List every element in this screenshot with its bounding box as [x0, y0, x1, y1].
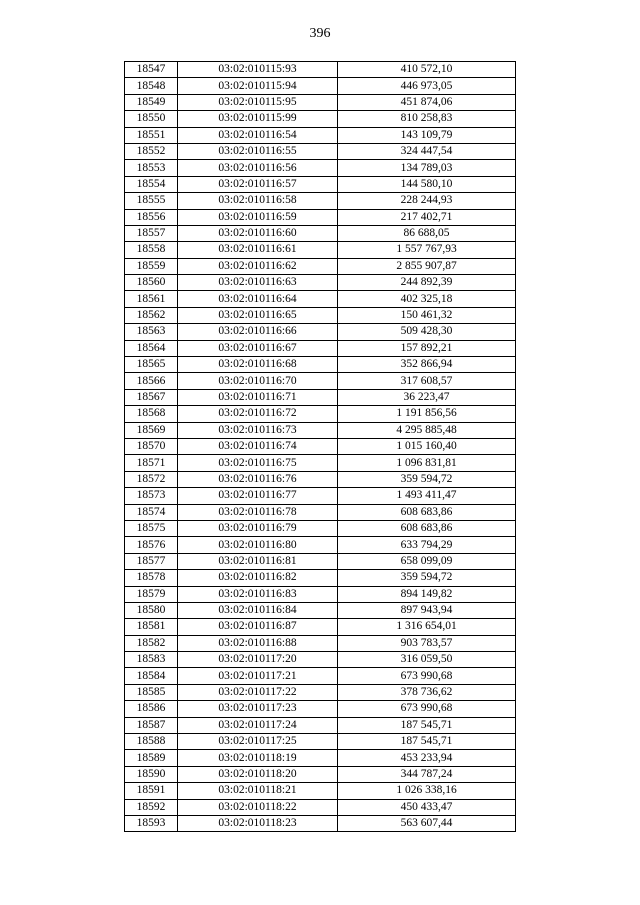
table-row	[125, 553, 516, 569]
value-cell: 1 026 338,16	[338, 783, 516, 799]
row-number-cell: 18566	[125, 373, 178, 389]
row-number-cell: 18552	[125, 143, 178, 159]
cadastral-number-cell: 03:02:010116:70	[178, 373, 338, 389]
table-row	[125, 619, 516, 635]
row-number-cell: 18549	[125, 94, 178, 110]
row-number-cell: 18592	[125, 799, 178, 815]
row-number-cell: 18560	[125, 275, 178, 291]
value-cell: 453 233,94	[338, 750, 516, 766]
value-cell: 903 783,57	[338, 635, 516, 651]
cadastral-number-cell: 03:02:010118:20	[178, 766, 338, 782]
cadastral-number-cell: 03:02:010116:62	[178, 258, 338, 274]
value-cell: 608 683,86	[338, 504, 516, 520]
table-row	[125, 94, 516, 110]
row-number-cell: 18576	[125, 537, 178, 553]
value-cell: 1 493 411,47	[338, 488, 516, 504]
table-row	[125, 242, 516, 258]
row-number-cell: 18589	[125, 750, 178, 766]
table-row	[125, 455, 516, 471]
value-cell: 157 892,21	[338, 340, 516, 356]
cadastral-number-cell: 03:02:010116:75	[178, 455, 338, 471]
cadastral-number-cell: 03:02:010117:23	[178, 701, 338, 717]
value-cell: 86 688,05	[338, 225, 516, 241]
table-row	[125, 291, 516, 307]
cadastral-number-cell: 03:02:010117:20	[178, 652, 338, 668]
row-number-cell: 18554	[125, 176, 178, 192]
table-row	[125, 652, 516, 668]
table-row	[125, 422, 516, 438]
table-row	[125, 471, 516, 487]
row-number-cell: 18569	[125, 422, 178, 438]
cadastral-number-cell: 03:02:010116:80	[178, 537, 338, 553]
row-number-cell: 18562	[125, 307, 178, 323]
row-number-cell: 18561	[125, 291, 178, 307]
table-row	[125, 324, 516, 340]
row-number-cell: 18565	[125, 357, 178, 373]
cadastral-number-cell: 03:02:010116:76	[178, 471, 338, 487]
table-row	[125, 438, 516, 454]
table-row	[125, 537, 516, 553]
table-row	[125, 766, 516, 782]
value-cell: 658 099,09	[338, 553, 516, 569]
table-row	[125, 176, 516, 192]
cadastral-number-cell: 03:02:010116:83	[178, 586, 338, 602]
row-number-cell: 18573	[125, 488, 178, 504]
row-number-cell: 18587	[125, 717, 178, 733]
cadastral-number-cell: 03:02:010116:82	[178, 570, 338, 586]
row-number-cell: 18590	[125, 766, 178, 782]
value-cell: 317 608,57	[338, 373, 516, 389]
table-row	[125, 111, 516, 127]
table-row	[125, 586, 516, 602]
row-number-cell: 18550	[125, 111, 178, 127]
cadastral-number-cell: 03:02:010118:21	[178, 783, 338, 799]
row-number-cell: 18556	[125, 209, 178, 225]
cadastral-number-cell: 03:02:010116:59	[178, 209, 338, 225]
cadastral-number-cell: 03:02:010116:56	[178, 160, 338, 176]
table-row	[125, 750, 516, 766]
cadastral-number-cell: 03:02:010117:21	[178, 668, 338, 684]
row-number-cell: 18557	[125, 225, 178, 241]
table-row	[125, 406, 516, 422]
row-number-cell: 18577	[125, 553, 178, 569]
cadastral-number-cell: 03:02:010116:61	[178, 242, 338, 258]
value-cell: 359 594,72	[338, 570, 516, 586]
row-number-cell: 18582	[125, 635, 178, 651]
value-cell: 509 428,30	[338, 324, 516, 340]
value-cell: 894 149,82	[338, 586, 516, 602]
table-row	[125, 389, 516, 405]
cadastral-number-cell: 03:02:010116:55	[178, 143, 338, 159]
cadastral-number-cell: 03:02:010117:24	[178, 717, 338, 733]
value-cell: 810 258,83	[338, 111, 516, 127]
row-number-cell: 18591	[125, 783, 178, 799]
table-row	[125, 570, 516, 586]
row-number-cell: 18548	[125, 78, 178, 94]
table-row	[125, 684, 516, 700]
row-number-cell: 18579	[125, 586, 178, 602]
row-number-cell: 18555	[125, 193, 178, 209]
value-cell: 1 096 831,81	[338, 455, 516, 471]
row-number-cell: 18568	[125, 406, 178, 422]
data-table	[124, 61, 516, 832]
cadastral-number-cell: 03:02:010116:63	[178, 275, 338, 291]
cadastral-number-cell: 03:02:010116:74	[178, 438, 338, 454]
value-cell: 316 059,50	[338, 652, 516, 668]
value-cell: 187 545,71	[338, 734, 516, 750]
value-cell: 187 545,71	[338, 717, 516, 733]
cadastral-number-cell: 03:02:010116:72	[178, 406, 338, 422]
table-body	[125, 62, 516, 832]
table-row	[125, 160, 516, 176]
value-cell: 673 990,68	[338, 701, 516, 717]
value-cell: 352 866,94	[338, 357, 516, 373]
row-number-cell: 18564	[125, 340, 178, 356]
value-cell: 244 892,39	[338, 275, 516, 291]
value-cell: 344 787,24	[338, 766, 516, 782]
table-row	[125, 340, 516, 356]
value-cell: 450 433,47	[338, 799, 516, 815]
cadastral-number-cell: 03:02:010116:77	[178, 488, 338, 504]
cadastral-number-cell: 03:02:010116:68	[178, 357, 338, 373]
table-row	[125, 127, 516, 143]
table-row	[125, 143, 516, 159]
value-cell: 150 461,32	[338, 307, 516, 323]
table-row	[125, 668, 516, 684]
row-number-cell: 18551	[125, 127, 178, 143]
value-cell: 359 594,72	[338, 471, 516, 487]
value-cell: 4 295 885,48	[338, 422, 516, 438]
value-cell: 228 244,93	[338, 193, 516, 209]
cadastral-number-cell: 03:02:010115:95	[178, 94, 338, 110]
table-row	[125, 783, 516, 799]
table-row	[125, 635, 516, 651]
cadastral-number-cell: 03:02:010118:19	[178, 750, 338, 766]
row-number-cell: 18580	[125, 602, 178, 618]
table-row	[125, 209, 516, 225]
cadastral-number-cell: 03:02:010116:65	[178, 307, 338, 323]
value-cell: 1 015 160,40	[338, 438, 516, 454]
value-cell: 1 316 654,01	[338, 619, 516, 635]
table-row	[125, 307, 516, 323]
row-number-cell: 18584	[125, 668, 178, 684]
table-row	[125, 717, 516, 733]
cadastral-number-cell: 03:02:010115:99	[178, 111, 338, 127]
value-cell: 446 973,05	[338, 78, 516, 94]
value-cell: 1 191 856,56	[338, 406, 516, 422]
value-cell: 897 943,94	[338, 602, 516, 618]
table-row	[125, 734, 516, 750]
cadastral-number-cell: 03:02:010115:94	[178, 78, 338, 94]
cadastral-number-cell: 03:02:010116:84	[178, 602, 338, 618]
row-number-cell: 18585	[125, 684, 178, 700]
table-row	[125, 504, 516, 520]
value-cell: 608 683,86	[338, 520, 516, 536]
row-number-cell: 18553	[125, 160, 178, 176]
value-cell: 633 794,29	[338, 537, 516, 553]
cadastral-number-cell: 03:02:010116:81	[178, 553, 338, 569]
value-cell: 2 855 907,87	[338, 258, 516, 274]
cadastral-number-cell: 03:02:010116:79	[178, 520, 338, 536]
table-row	[125, 357, 516, 373]
value-cell: 402 325,18	[338, 291, 516, 307]
cadastral-number-cell: 03:02:010116:78	[178, 504, 338, 520]
row-number-cell: 18547	[125, 62, 178, 78]
cadastral-number-cell: 03:02:010117:25	[178, 734, 338, 750]
table-row	[125, 78, 516, 94]
table-row	[125, 62, 516, 78]
value-cell: 410 572,10	[338, 62, 516, 78]
table-row	[125, 225, 516, 241]
value-cell: 134 789,03	[338, 160, 516, 176]
value-cell: 378 736,62	[338, 684, 516, 700]
cadastral-number-cell: 03:02:010116:58	[178, 193, 338, 209]
row-number-cell: 18581	[125, 619, 178, 635]
value-cell: 324 447,54	[338, 143, 516, 159]
row-number-cell: 18588	[125, 734, 178, 750]
cadastral-number-cell: 03:02:010116:64	[178, 291, 338, 307]
value-cell: 36 223,47	[338, 389, 516, 405]
cadastral-number-cell: 03:02:010116:88	[178, 635, 338, 651]
table-row	[125, 815, 516, 831]
table-row	[125, 799, 516, 815]
cadastral-number-cell: 03:02:010117:22	[178, 684, 338, 700]
row-number-cell: 18559	[125, 258, 178, 274]
row-number-cell: 18558	[125, 242, 178, 258]
table-row	[125, 701, 516, 717]
value-cell: 1 557 767,93	[338, 242, 516, 258]
cadastral-number-cell: 03:02:010116:71	[178, 389, 338, 405]
cadastral-number-cell: 03:02:010118:23	[178, 815, 338, 831]
cadastral-number-cell: 03:02:010116:66	[178, 324, 338, 340]
table-row	[125, 488, 516, 504]
row-number-cell: 18571	[125, 455, 178, 471]
page-number: 396	[309, 26, 331, 41]
value-cell: 673 990,68	[338, 668, 516, 684]
cadastral-number-cell: 03:02:010116:87	[178, 619, 338, 635]
cadastral-number-cell: 03:02:010116:73	[178, 422, 338, 438]
row-number-cell: 18575	[125, 520, 178, 536]
cadastral-number-cell: 03:02:010115:93	[178, 62, 338, 78]
table-row	[125, 275, 516, 291]
row-number-cell: 18578	[125, 570, 178, 586]
value-cell: 217 402,71	[338, 209, 516, 225]
cadastral-number-cell: 03:02:010116:67	[178, 340, 338, 356]
row-number-cell: 18572	[125, 471, 178, 487]
table-row	[125, 193, 516, 209]
value-cell: 451 874,06	[338, 94, 516, 110]
row-number-cell: 18593	[125, 815, 178, 831]
row-number-cell: 18583	[125, 652, 178, 668]
table-row	[125, 602, 516, 618]
row-number-cell: 18567	[125, 389, 178, 405]
value-cell: 144 580,10	[338, 176, 516, 192]
value-cell: 143 109,79	[338, 127, 516, 143]
cadastral-number-cell: 03:02:010116:54	[178, 127, 338, 143]
row-number-cell: 18574	[125, 504, 178, 520]
row-number-cell: 18563	[125, 324, 178, 340]
table-row	[125, 373, 516, 389]
row-number-cell: 18570	[125, 438, 178, 454]
table-row	[125, 520, 516, 536]
cadastral-number-cell: 03:02:010116:57	[178, 176, 338, 192]
cadastral-number-cell: 03:02:010118:22	[178, 799, 338, 815]
row-number-cell: 18586	[125, 701, 178, 717]
table-row	[125, 258, 516, 274]
value-cell: 563 607,44	[338, 815, 516, 831]
cadastral-number-cell: 03:02:010116:60	[178, 225, 338, 241]
